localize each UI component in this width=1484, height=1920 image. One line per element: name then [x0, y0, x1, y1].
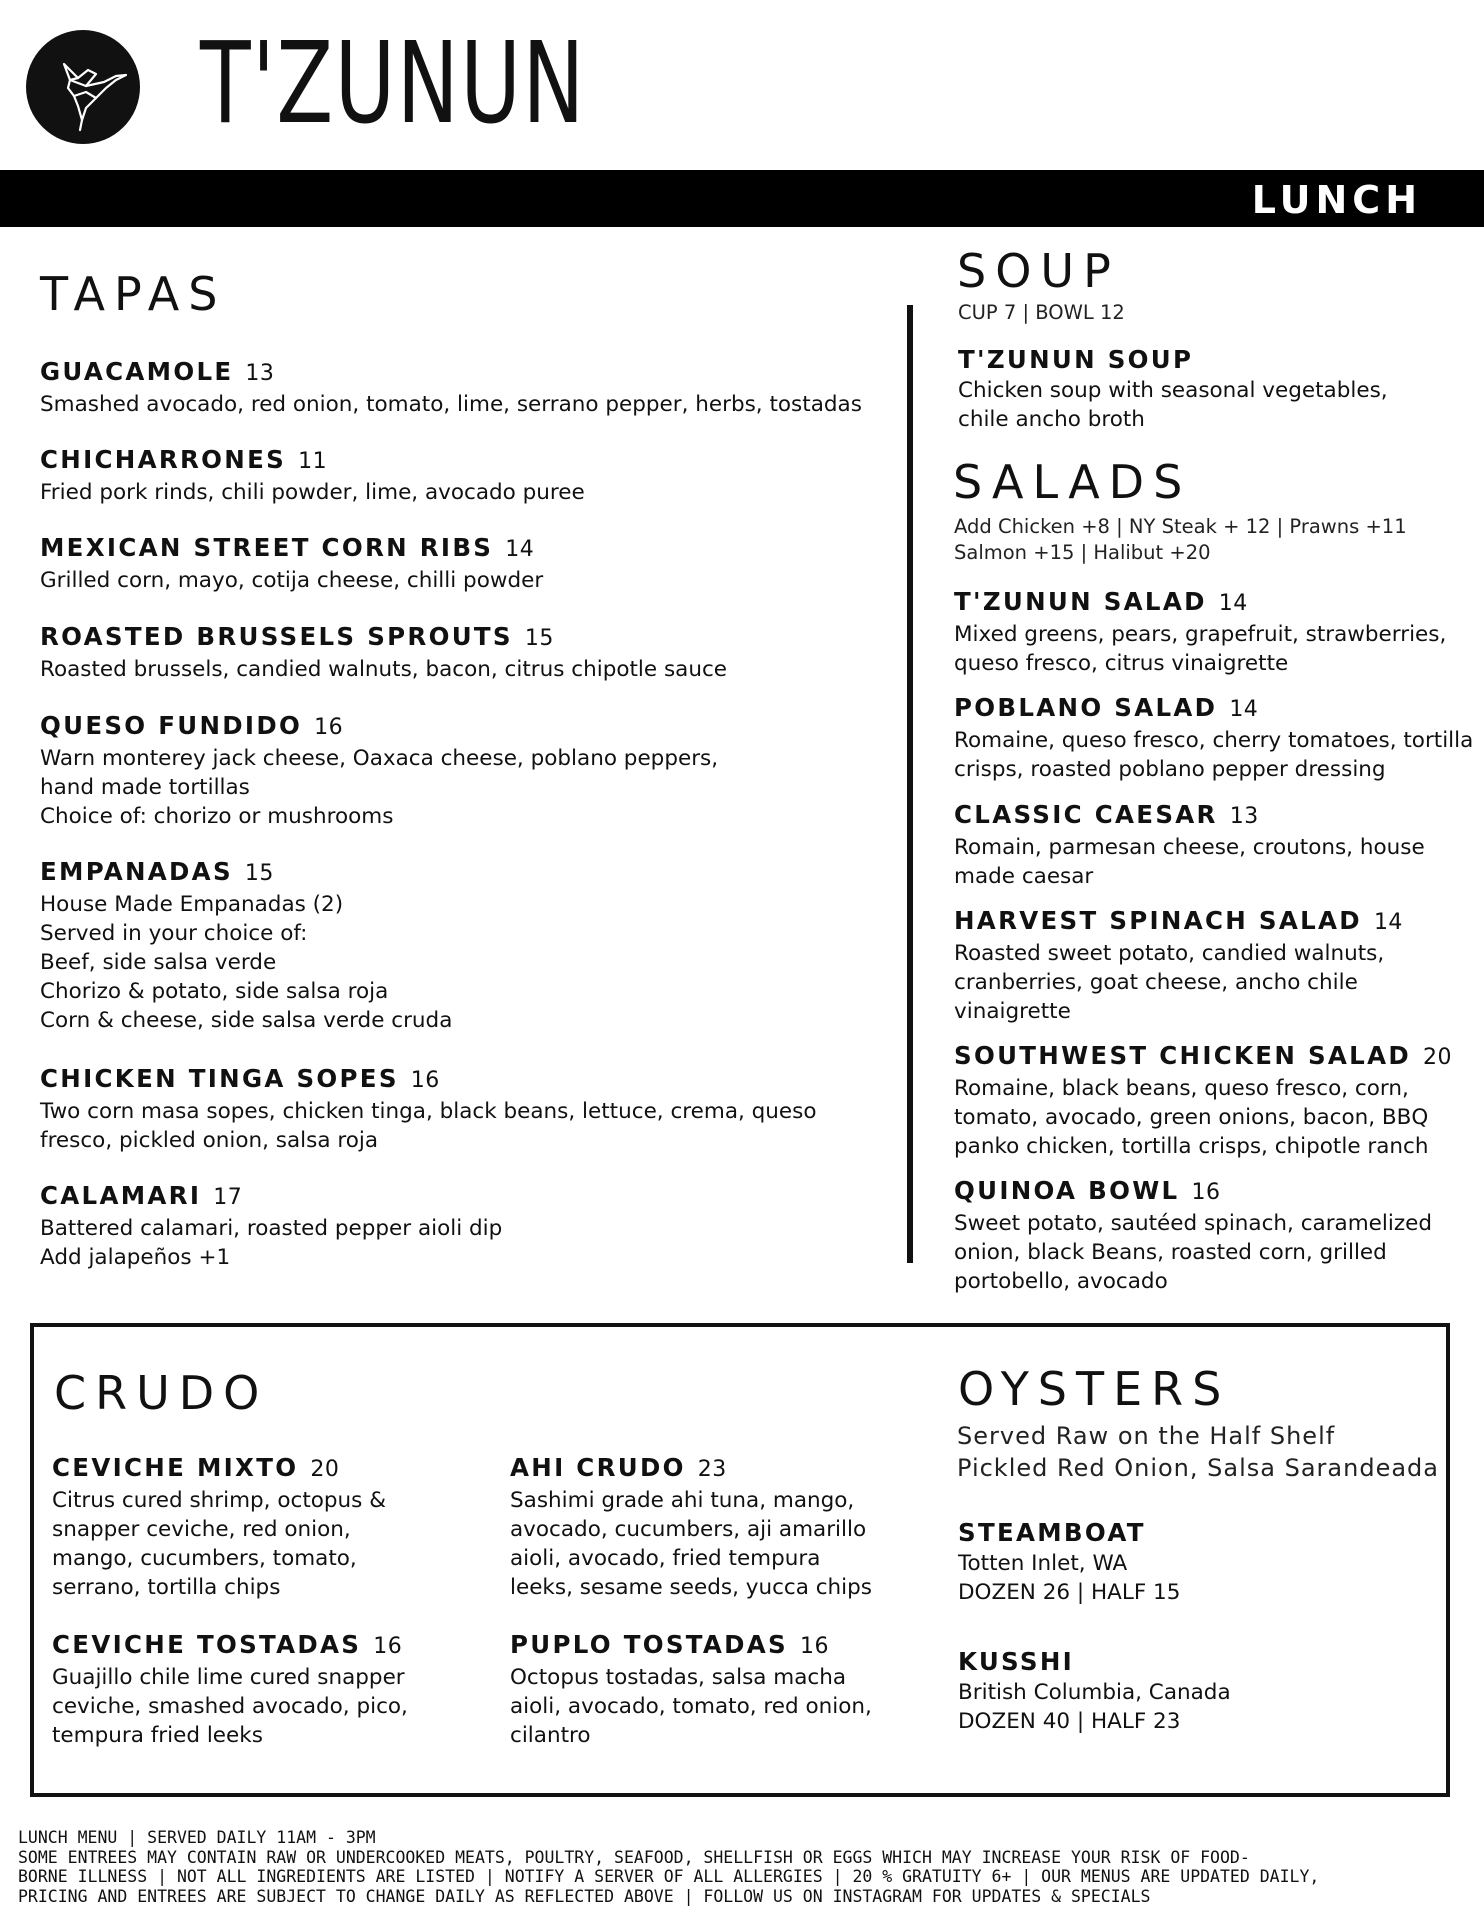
item-desc-line: tomato, avocado, green onions, bacon, BBQ [954, 1105, 1429, 1130]
menu-item [40, 1180, 502, 1272]
menu-item [40, 1063, 817, 1155]
item-name: CHICHARRONES [40, 445, 287, 474]
item-name: MEXICAN STREET CORN RIBS [40, 533, 494, 562]
item-name: CHICKEN TINGA SOPES [40, 1064, 399, 1093]
item-desc-line: avocado, cucumbers, aji amarillo [510, 1517, 867, 1542]
footer-line: SOME ENTREES MAY CONTAIN RAW OR UNDERCOOKED MEATS, POULTRY, SEAFOOD, SHELLFISH OR EGGS WHICH MAY INCREASE YOUR RISK OF FOOD- [18, 1847, 1250, 1867]
item-desc-line: Served in your choice of: [40, 921, 308, 946]
menu-item [954, 799, 1425, 891]
item-name: POBLANO SALAD [954, 693, 1218, 722]
item-desc-line: Romain, parmesan cheese, croutons, house [954, 835, 1425, 860]
item-name: STEAMBOAT [958, 1518, 1146, 1547]
oysters-subtitle [957, 1420, 1439, 1484]
menu-item [52, 1452, 386, 1602]
item-desc-line: Sashimi grade ahi tuna, mango, [510, 1488, 855, 1513]
item-desc-line: vinaigrette [954, 999, 1071, 1024]
item-price: 20 [1422, 1045, 1452, 1070]
item-desc-line: tempura fried leeks [52, 1723, 263, 1748]
item-name: AHI CRUDO [510, 1453, 686, 1482]
item-price: 16 [314, 715, 344, 740]
item-desc-line: Citrus cured shrimp, octopus & [52, 1488, 386, 1513]
menu-item [954, 1040, 1452, 1161]
menu-item [958, 1646, 1231, 1736]
item-desc-line: chile ancho broth [958, 407, 1145, 432]
item-desc-line: DOZEN 26 | HALF 15 [958, 1580, 1181, 1605]
menu-item [510, 1629, 872, 1750]
item-desc-line: crisps, roasted poblano pepper dressing [954, 757, 1386, 782]
item-desc-line: House Made Empanadas (2) [40, 892, 344, 917]
item-name: HARVEST SPINACH SALAD [954, 906, 1362, 935]
column-divider [907, 305, 913, 1263]
item-desc-line: Sweet potato, sautéed spinach, caramelized [954, 1211, 1433, 1236]
item-desc-line: Choice of: chorizo or mushrooms [40, 804, 394, 829]
item-price: 15 [524, 626, 554, 651]
hummingbird-icon [26, 30, 140, 144]
item-desc-line: Chicken soup with seasonal vegetables, [958, 378, 1388, 403]
menu-item [510, 1452, 872, 1602]
item-desc-line: Octopus tostadas, salsa macha [510, 1665, 847, 1690]
item-price: 17 [213, 1185, 243, 1210]
menu-item [40, 356, 862, 419]
item-desc-line: aioli, avocado, tomato, red onion, [510, 1694, 872, 1719]
item-price: 16 [373, 1634, 403, 1659]
item-desc-line: Fried pork rinds, chili powder, lime, avocado puree [40, 480, 585, 505]
oysters-title: OYSTERS [958, 1362, 1231, 1416]
item-desc-line: hand made tortillas [40, 775, 250, 800]
item-desc-line: Mixed greens, pears, grapefruit, strawberries, [954, 622, 1447, 647]
item-price: 23 [697, 1457, 727, 1482]
item-desc-line: Roasted sweet potato, candied walnuts, [954, 941, 1385, 966]
footer-disclaimer [18, 1828, 1468, 1906]
item-desc-line: leeks, sesame seeds, yucca chips [510, 1575, 873, 1600]
item-name: SOUTHWEST CHICKEN SALAD [954, 1041, 1411, 1070]
crudo-title: CRUDO [54, 1366, 269, 1420]
item-price: 16 [800, 1634, 830, 1659]
item-desc-line: ceviche, smashed avocado, pico, [52, 1694, 408, 1719]
item-desc-line: Romaine, queso fresco, cherry tomatoes, tortilla [954, 728, 1474, 753]
menu-item [52, 1629, 408, 1750]
item-desc-line: Corn & cheese, side salsa verde cruda [40, 1008, 453, 1033]
item-desc-line: cranberries, goat cheese, ancho chile [954, 970, 1358, 995]
menu-item [954, 905, 1403, 1026]
subtitle-line: Served Raw on the Half Shelf [957, 1422, 1336, 1450]
menu-item [958, 1517, 1180, 1607]
item-desc-line: Guajillo chile lime cured snapper [52, 1665, 405, 1690]
footer-line: LUNCH MENU | SERVED DAILY 11AM - 3PM [18, 1828, 376, 1847]
item-desc-line: Totten Inlet, WA [958, 1551, 1128, 1576]
soup-sizes: CUP 7 | BOWL 12 [958, 301, 1125, 324]
menu-banner [0, 170, 1484, 227]
menu-item [954, 1175, 1432, 1296]
menu-item [958, 344, 1388, 434]
item-name: ROASTED BRUSSELS SPROUTS [40, 622, 513, 651]
item-price: 16 [410, 1068, 440, 1093]
item-name: CEVICHE MIXTO [52, 1453, 299, 1482]
item-desc-line: cilantro [510, 1723, 591, 1748]
item-desc-line: Warn monterey jack cheese, Oaxaca cheese, poblano peppers, [40, 746, 719, 771]
item-name: QUINOA BOWL [954, 1176, 1180, 1205]
logo [26, 30, 140, 144]
brand-name: T'ZUNUN [200, 19, 586, 149]
item-desc-line: panko chicken, tortilla crisps, chipotle ranch [954, 1134, 1429, 1159]
item-desc-line: Smashed avocado, red onion, tomato, lime, serrano pepper, herbs, tostadas [40, 392, 862, 417]
item-desc-line: Two corn masa sopes, chicken tinga, black beans, lettuce, crema, queso [40, 1099, 817, 1124]
menu-item [40, 710, 718, 831]
item-desc-line: Add jalapeños +1 [40, 1245, 231, 1270]
item-desc-line: fresco, pickled onion, salsa roja [40, 1128, 379, 1153]
item-name: PUPLO TOSTADAS [510, 1630, 789, 1659]
item-price: 13 [245, 361, 275, 386]
item-desc-line: mango, cucumbers, tomato, [52, 1546, 357, 1571]
item-price: 14 [505, 537, 535, 562]
item-desc-line: Roasted brussels, candied walnuts, bacon, citrus chipotle sauce [40, 657, 728, 682]
item-desc-line: British Columbia, Canada [958, 1680, 1231, 1705]
menu-item [40, 856, 452, 1035]
menu-item [40, 621, 727, 684]
menu-item [40, 444, 585, 507]
item-desc-line: Romaine, black beans, queso fresco, corn, [954, 1076, 1409, 1101]
item-price: 11 [298, 449, 328, 474]
item-price: 14 [1373, 910, 1403, 935]
item-name: QUESO FUNDIDO [40, 711, 303, 740]
item-desc-line: portobello, avocado [954, 1269, 1168, 1294]
footer-line: BORNE ILLNESS | NOT ALL INGREDIENTS ARE LISTED | NOTIFY A SERVER OF ALL ALLERGIES | 20 % GRATUITY 6+ | OUR MENUS ARE UPDATED DAILY, [18, 1867, 1320, 1886]
item-desc-line: Grilled corn, mayo, cotija cheese, chilli powder [40, 568, 544, 593]
salads-title: SALADS [953, 455, 1192, 509]
subtitle-line: Pickled Red Onion, Salsa Sarandeada [957, 1454, 1439, 1482]
item-name: CALAMARI [40, 1181, 202, 1210]
item-name: CEVICHE TOSTADAS [52, 1630, 362, 1659]
item-desc-line: snapper ceviche, red onion, [52, 1517, 351, 1542]
item-price: 14 [1229, 697, 1259, 722]
menu-banner-label: LUNCH [1251, 178, 1422, 222]
item-desc-line: onion, black Beans, roasted corn, grilled [954, 1240, 1387, 1265]
item-name: GUACAMOLE [40, 357, 234, 386]
item-price: 13 [1229, 804, 1259, 829]
item-desc-line: Beef, side salsa verde [40, 950, 277, 975]
item-name: EMPANADAS [40, 857, 233, 886]
addon-line: Salmon +15 | Halibut +20 [954, 541, 1211, 564]
tapas-title: TAPAS [40, 267, 227, 321]
item-name: KUSSHI [958, 1647, 1075, 1676]
item-name: T'ZUNUN SOUP [958, 345, 1194, 374]
item-desc-line: Battered calamari, roasted pepper aioli dip [40, 1216, 503, 1241]
item-desc-line: Chorizo & potato, side salsa roja [40, 979, 389, 1004]
item-price: 15 [244, 861, 274, 886]
menu-item [954, 586, 1446, 678]
addon-line: Add Chicken +8 | NY Steak + 12 | Prawns +11 [954, 515, 1407, 538]
soup-title: SOUP [957, 244, 1120, 298]
salads-addons [954, 514, 1407, 566]
item-price: 14 [1218, 591, 1248, 616]
item-desc-line: serrano, tortilla chips [52, 1575, 281, 1600]
footer-line: PRICING AND ENTREES ARE SUBJECT TO CHANGE DAILY AS REFLECTED ABOVE | FOLLOW US ON INSTAGRAM FOR UPDATES & SPECIALS [18, 1886, 1151, 1906]
item-desc-line: queso fresco, citrus vinaigrette [954, 651, 1289, 676]
menu-item [954, 692, 1473, 784]
item-price: 20 [310, 1457, 340, 1482]
item-price: 16 [1191, 1180, 1221, 1205]
item-desc-line: DOZEN 40 | HALF 23 [958, 1709, 1181, 1734]
item-desc-line: aioli, avocado, fried tempura [510, 1546, 821, 1571]
item-name: CLASSIC CAESAR [954, 800, 1218, 829]
item-name: T'ZUNUN SALAD [954, 587, 1207, 616]
menu-item [40, 532, 543, 595]
item-desc-line: made caesar [954, 864, 1094, 889]
